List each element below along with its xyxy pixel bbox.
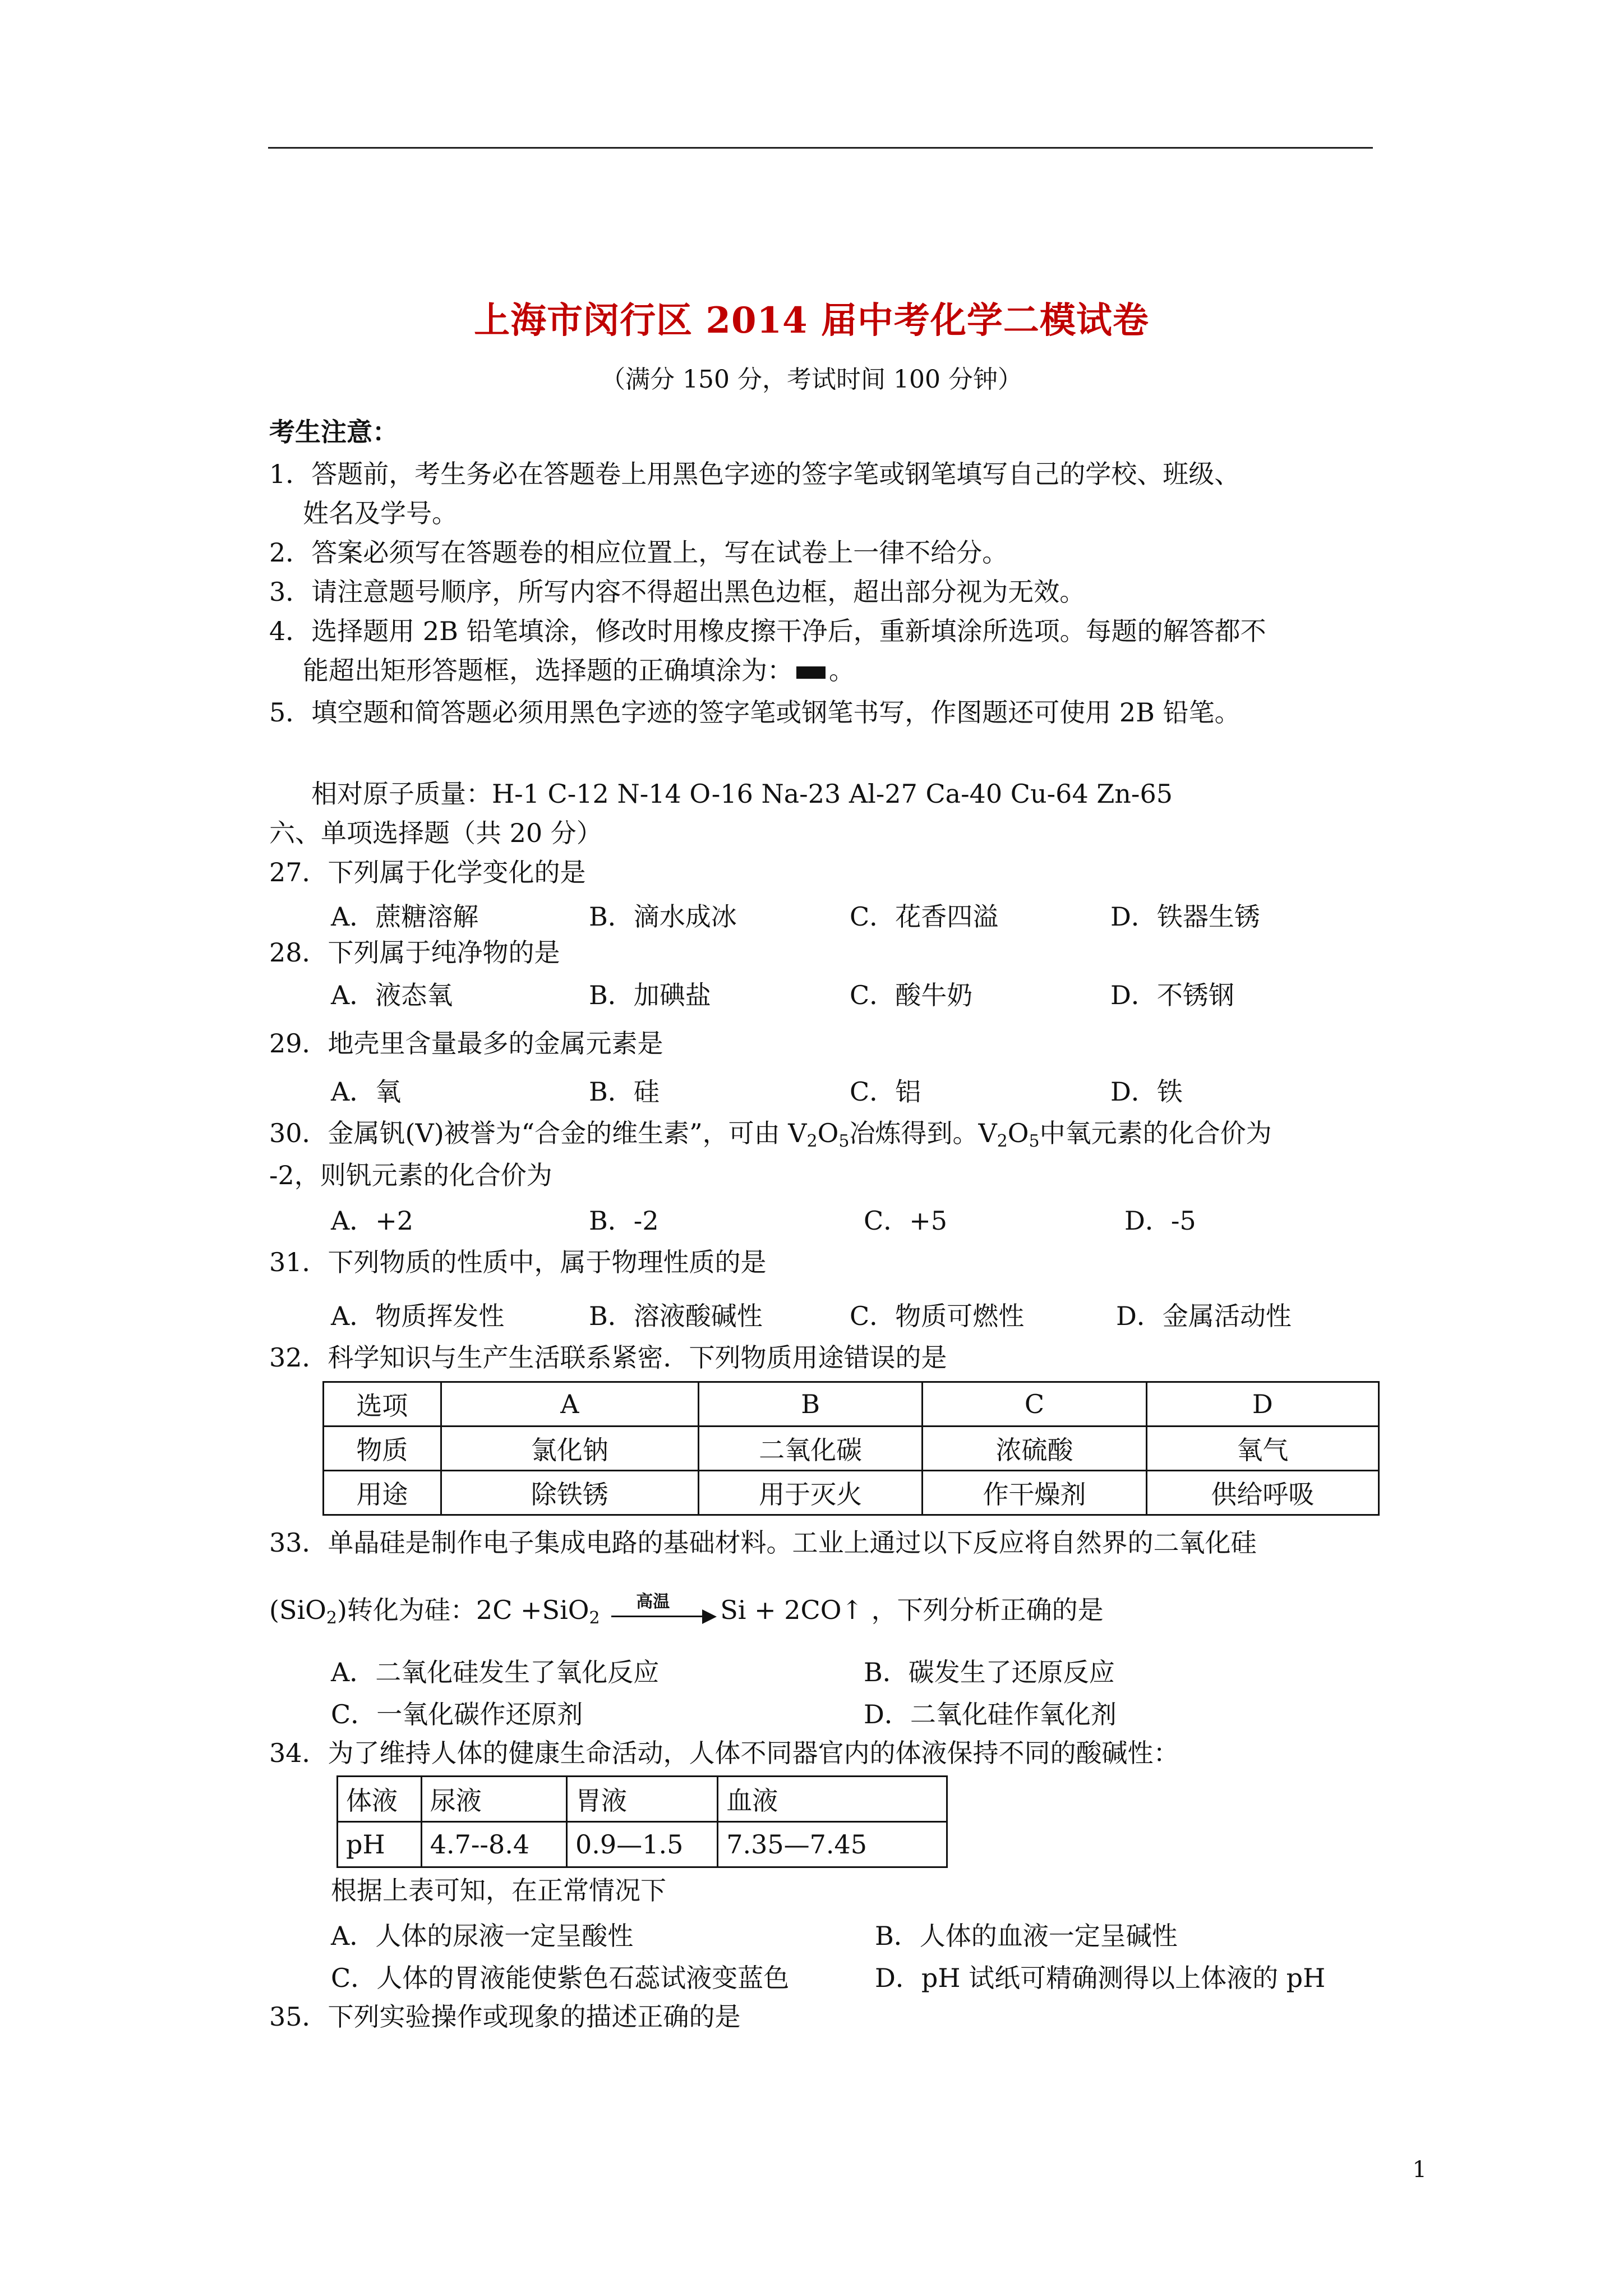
q27-option-a: A．蔗糖溶解 <box>331 901 479 932</box>
q33-eq-c: Si + 2CO↑ ，下列分析正确的是 <box>720 1595 1104 1625</box>
q28-stem: 28．下列属于纯净物的是 <box>269 937 560 968</box>
table-cell: 供给呼吸 <box>1146 1471 1378 1515</box>
q28-option-a: A．液态氧 <box>331 980 453 1010</box>
q34-option-a: A．人体的尿液一定呈酸性 <box>331 1921 634 1951</box>
q28-option-d: D．不锈钢 <box>1110 980 1234 1010</box>
q34-lead: 根据上表可知，在正常情况下 <box>331 1875 666 1906</box>
q30-option-c: C．+5 <box>864 1205 948 1236</box>
q31-option-c: C．物质可燃性 <box>850 1301 1025 1331</box>
q33-option-d: D．二氧化硅作氧化剂 <box>864 1699 1117 1729</box>
q30-sub-2: 5 <box>838 1131 850 1151</box>
q32-table <box>322 1381 1380 1516</box>
table-row <box>324 1382 1379 1427</box>
notice-item-2: 2．答案必须写在答题卷的相应位置上，写在试卷上一律不给分。 <box>269 537 1008 568</box>
table-cell: 选项 <box>324 1382 441 1427</box>
table-cell: 除铁锈 <box>441 1471 698 1515</box>
table-cell: 用于灭火 <box>698 1471 922 1515</box>
table-cell: A <box>441 1382 698 1427</box>
table-cell: 0.9—1.5 <box>567 1822 718 1867</box>
q30-stem-b: 冶炼得到。V <box>849 1118 997 1148</box>
q33-eq-sub-2: 2 <box>589 1608 600 1628</box>
q31-option-d: D．金属活动性 <box>1116 1301 1292 1331</box>
atomic-mass: 相对原子质量：H-1 C-12 N-14 O-16 Na-23 Al-27 Ca-40 Cu-64 Zn-65 <box>311 779 1173 809</box>
q27-option-b: B．滴水成冰 <box>589 901 737 932</box>
table-cell: 4.7--8.4 <box>421 1822 566 1867</box>
q30-sub-4: 5 <box>1029 1131 1040 1151</box>
table-row <box>324 1471 1379 1515</box>
q34-stem: 34．为了维持人体的健康生命活动，人体不同器官内的体液保持不同的酸碱性： <box>269 1738 1179 1768</box>
q34-option-d: D．pH 试纸可精确测得以上体液的 pH <box>875 1963 1326 1993</box>
q29-option-d: D．铁 <box>1110 1076 1183 1107</box>
q30-option-a: A．+2 <box>331 1205 414 1236</box>
q33-option-a: A．二氧化硅发生了氧化反应 <box>331 1657 660 1687</box>
table-cell: C <box>923 1382 1146 1427</box>
q33-eq-a: (SiO <box>269 1595 326 1625</box>
table-cell: 氯化钠 <box>441 1427 698 1471</box>
q34-option-b: B．人体的血液一定呈碱性 <box>875 1921 1178 1951</box>
filled-answer-mark-icon <box>796 666 826 679</box>
q30-stem-a: 30．金属钒(V)被誉为“合金的维生素”，可由 V <box>269 1118 807 1148</box>
table-cell: 氧气 <box>1146 1427 1378 1471</box>
table-cell: 血液 <box>718 1777 947 1822</box>
q35-stem: 35．下列实验操作或现象的描述正确的是 <box>269 2001 741 2032</box>
q30-stem-c: 中氧元素的化合价为 <box>1039 1118 1272 1148</box>
table-cell: pH <box>338 1822 422 1867</box>
q33-stem-1: 33．单晶硅是制作电子集成电路的基础材料。工业上通过以下反应将自然界的二氧化硅 <box>269 1527 1257 1558</box>
q29-option-c: C．铝 <box>850 1076 921 1107</box>
table-cell: 二氧化碳 <box>698 1427 922 1471</box>
page-subtitle: （满分 150 分，考试时间 100 分钟） <box>601 365 1022 394</box>
table-cell: 7.35—7.45 <box>718 1822 947 1867</box>
page-title: 上海市闵行区 2014 届中考化学二模试卷 <box>474 300 1149 342</box>
reaction-condition: 高温 <box>636 1592 670 1612</box>
notice-item-1-cont: 姓名及学号。 <box>303 498 458 528</box>
q34-table <box>336 1775 948 1868</box>
table-cell: B <box>698 1382 922 1427</box>
q31-option-b: B．溶液酸碱性 <box>589 1301 763 1331</box>
notice-item-4-cont-text: 能超出矩形答题框，选择题的正确填涂为： <box>303 655 793 685</box>
q27-stem: 27．下列属于化学变化的是 <box>269 857 586 887</box>
notice-item-4-cont-end: 。 <box>829 655 855 685</box>
notice-heading: 考生注意： <box>269 417 398 447</box>
table-cell: 物质 <box>324 1427 441 1471</box>
q29-stem: 29．地壳里含量最多的金属元素是 <box>269 1028 663 1059</box>
table-cell: 尿液 <box>421 1777 566 1822</box>
table-cell: 体液 <box>338 1777 422 1822</box>
table-cell: 用途 <box>324 1471 441 1515</box>
q30-stem <box>269 1116 1272 1158</box>
table-cell: 浓硫酸 <box>923 1427 1146 1471</box>
notice-item-1: 1．答题前，考生务必在答题卷上用黑色字迹的签字笔或钢笔填写自己的学校、班级、 <box>269 459 1241 489</box>
section-heading: 六、单项选择题（共 20 分） <box>269 818 602 848</box>
q30-sub-3: 2 <box>997 1131 1008 1151</box>
q30-option-b: B．-2 <box>589 1205 659 1236</box>
q30-stem-2: -2，则钒元素的化合价为 <box>269 1160 552 1190</box>
reaction-arrow-icon <box>608 1592 720 1629</box>
q30-option-d: D．-5 <box>1124 1205 1196 1236</box>
notice-item-4: 4．选择题用 2B 铅笔填涂，修改时用橡皮擦干净后，重新填涂所选项。每题的解答都不 <box>269 616 1266 646</box>
notice-item-5: 5．填空题和简答题必须用黑色字迹的签字笔或钢笔书写，作图题还可使用 2B 铅笔。 <box>269 697 1241 728</box>
table-row <box>338 1822 947 1867</box>
q33-eq-sub-1: 2 <box>326 1608 337 1628</box>
table-cell: D <box>1146 1382 1378 1427</box>
q28-option-c: C．酸牛奶 <box>850 980 973 1010</box>
q29-option-b: B．硅 <box>589 1076 660 1107</box>
q31-option-a: A．物质挥发性 <box>331 1301 505 1331</box>
table-row <box>338 1777 947 1822</box>
table-cell: 作干燥剂 <box>923 1471 1146 1515</box>
notice-item-3: 3．请注意题号顺序，所写内容不得超出黑色边框，超出部分视为无效。 <box>269 577 1086 607</box>
q34-option-c: C．人体的胃液能使紫色石蕊试液变蓝色 <box>331 1963 790 1993</box>
q32-stem: 32．科学知识与生产生活联系紧密．下列物质用途错误的是 <box>269 1342 947 1373</box>
page-number: 1 <box>1412 2157 1427 2183</box>
q33-option-b: B．碳发生了还原反应 <box>864 1657 1115 1687</box>
q33-equation <box>269 1593 1104 1635</box>
q33-option-c: C．一氧化碳作还原剂 <box>331 1699 583 1729</box>
q27-option-d: D．铁器生锈 <box>1110 901 1260 932</box>
q28-option-b: B．加碘盐 <box>589 980 711 1010</box>
header-rule <box>268 147 1373 149</box>
q33-eq-b: )转化为硅：2C +SiO <box>336 1595 589 1625</box>
q31-stem: 31．下列物质的性质中，属于物理性质的是 <box>269 1247 767 1277</box>
q29-option-a: A．氧 <box>331 1076 402 1107</box>
table-row <box>324 1427 1379 1471</box>
q27-option-c: C．花香四溢 <box>850 901 999 932</box>
notice-item-4-cont <box>303 654 855 687</box>
q30-mid-2: O <box>1007 1118 1029 1148</box>
q30-sub-1: 2 <box>806 1131 818 1151</box>
table-cell: 胃液 <box>567 1777 718 1822</box>
q30-mid-1: O <box>817 1118 839 1148</box>
